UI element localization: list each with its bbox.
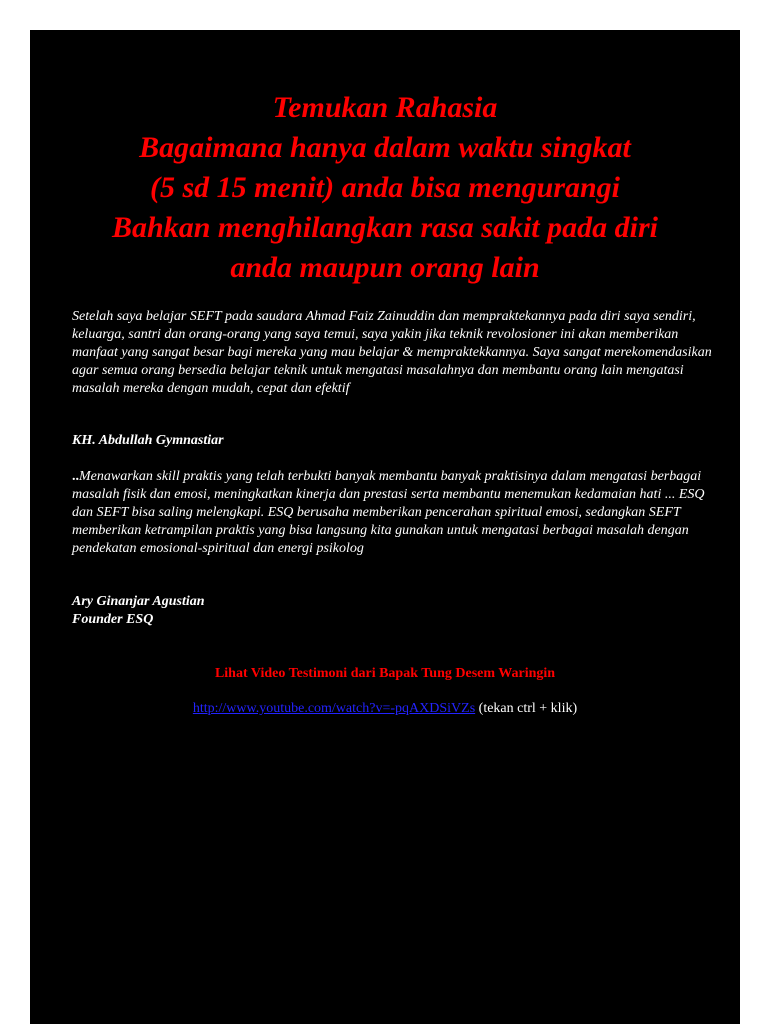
video-link-line [30, 700, 740, 718]
video-title: Lihat Video Testimoni dari Bapak Tung Desem Waringin [214, 666, 556, 681]
video-link[interactable]: http://www.youtube.com/watch?v=-pqAXDSiVZs [192, 701, 476, 716]
testimonial-1-text: Setelah saya belajar SEFT pada saudara Ahmad Faiz Zainuddin dan mempraktekannya pada diri saya sendiri, keluarga, santri dan orang-orang yang saya temui, saya yakin jika teknik revolosioner ini akan memberikan manfaat yang sangat besar bagi mereka yang mau belajar & mempraktekkannya. Saya sangat merekomendasikan agar semua orang bersedia belajar teknik untuk mengatasi masalahnya dan membantu orang lain mengatasi masalah mereka dengan mudah, cepat dan efektif [72, 309, 712, 396]
headline [30, 88, 740, 288]
headline-line-1: Temukan Rahasia [272, 91, 498, 124]
testimonial-1-author: KH. Abdullah Gymnastiar [72, 433, 224, 448]
headline-line-5: anda maupun orang lain [230, 251, 540, 284]
video-link-hint: (tekan ctrl + klik) [478, 701, 578, 716]
testimonial-2-text: Menawarkan skill praktis yang telah terbukti banyak membantu banyak praktisinya dalam mengatasi berbagai masalah fisik dan emosi, meningkatkan kinerja dan prestasi serta membantu menemukan kedamaian hati ... ESQ dan SEFT bisa saling melengkapi. ESQ berusaha memberikan pencerahan spiritual emosi, sedangkan SEFT memberikan ketrampilan praktis yang bisa langsung kita gunakan untuk mengatasi berbagai masalah dengan pendekatan emosional-spiritual dan energi psikolog [72, 469, 705, 556]
testimonial-2-paragraph [72, 468, 712, 558]
testimonial-2-author-title: Founder ESQ [72, 612, 154, 627]
testimonial-2-signature [72, 593, 712, 629]
testimonial-2-lead: .. [72, 469, 79, 484]
headline-line-2: Bagaimana hanya dalam waktu singkat [139, 131, 631, 164]
headline-line-3: (5 sd 15 menit) anda bisa mengurangi [149, 171, 621, 204]
headline-line-4: Bahkan menghilangkan rasa sakit pada diri [112, 211, 658, 244]
document-page [30, 30, 740, 1024]
testimonial-2-author: Ary Ginanjar Agustian [72, 594, 205, 609]
